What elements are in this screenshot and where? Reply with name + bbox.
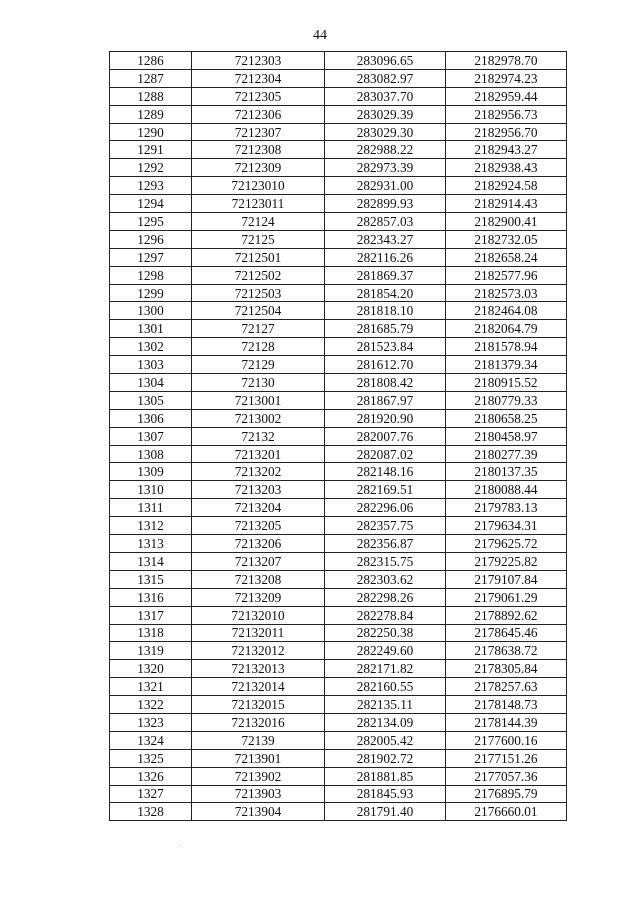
row-index-cell: 1293	[110, 177, 192, 195]
row-index-cell: 1328	[110, 803, 192, 821]
row-index-cell: 1326	[110, 767, 192, 785]
x-coordinate-cell: 281854.20	[325, 284, 446, 302]
table-row	[110, 624, 567, 642]
table-row	[110, 606, 567, 624]
y-coordinate-cell: 2182924.58	[446, 177, 567, 195]
y-coordinate-cell: 2182464.08	[446, 302, 567, 320]
point-id-cell: 7213206	[192, 535, 325, 553]
y-coordinate-cell: 2182956.73	[446, 105, 567, 123]
y-coordinate-cell: 2180915.52	[446, 374, 567, 392]
point-id-cell: 72132011	[192, 624, 325, 642]
y-coordinate-cell: 2182956.70	[446, 123, 567, 141]
row-index-cell: 1297	[110, 248, 192, 266]
row-index-cell: 1325	[110, 749, 192, 767]
point-id-cell: 7212303	[192, 52, 325, 70]
row-index-cell: 1319	[110, 642, 192, 660]
y-coordinate-cell: 2182974.23	[446, 69, 567, 87]
point-id-cell: 7213202	[192, 463, 325, 481]
point-id-cell: 72132013	[192, 660, 325, 678]
point-id-cell: 72124	[192, 213, 325, 231]
page-number: 44	[313, 28, 327, 43]
row-index-cell: 1321	[110, 678, 192, 696]
point-id-cell: 7212307	[192, 123, 325, 141]
point-id-cell: 7212501	[192, 248, 325, 266]
table-row	[110, 391, 567, 409]
x-coordinate-cell: 283037.70	[325, 87, 446, 105]
point-id-cell: 7213902	[192, 767, 325, 785]
point-id-cell: 7212309	[192, 159, 325, 177]
point-id-cell: 72123010	[192, 177, 325, 195]
y-coordinate-cell: 2180779.33	[446, 391, 567, 409]
table-row	[110, 356, 567, 374]
table-row	[110, 427, 567, 445]
y-coordinate-cell: 2176660.01	[446, 803, 567, 821]
y-coordinate-cell: 2182577.96	[446, 266, 567, 284]
x-coordinate-cell: 282249.60	[325, 642, 446, 660]
y-coordinate-cell: 2179634.31	[446, 517, 567, 535]
x-coordinate-cell: 282315.75	[325, 552, 446, 570]
y-coordinate-cell: 2178645.46	[446, 624, 567, 642]
row-index-cell: 1291	[110, 141, 192, 159]
y-coordinate-cell: 2182900.41	[446, 213, 567, 231]
row-index-cell: 1320	[110, 660, 192, 678]
table-row	[110, 499, 567, 517]
row-index-cell: 1308	[110, 445, 192, 463]
point-id-cell: 72123011	[192, 195, 325, 213]
table-row	[110, 445, 567, 463]
point-id-cell: 7212304	[192, 69, 325, 87]
x-coordinate-cell: 282303.62	[325, 570, 446, 588]
point-id-cell: 7213209	[192, 588, 325, 606]
y-coordinate-cell: 2182732.05	[446, 230, 567, 248]
point-id-cell: 72132015	[192, 696, 325, 714]
row-index-cell: 1318	[110, 624, 192, 642]
x-coordinate-cell: 281920.90	[325, 409, 446, 427]
row-index-cell: 1286	[110, 52, 192, 70]
table-row	[110, 302, 567, 320]
x-coordinate-cell: 282278.84	[325, 606, 446, 624]
row-index-cell: 1295	[110, 213, 192, 231]
x-coordinate-cell: 282356.87	[325, 535, 446, 553]
x-coordinate-cell: 282988.22	[325, 141, 446, 159]
y-coordinate-cell: 2178305.84	[446, 660, 567, 678]
y-coordinate-cell: 2182573.03	[446, 284, 567, 302]
table-row	[110, 248, 567, 266]
table-row	[110, 338, 567, 356]
x-coordinate-cell: 281869.37	[325, 266, 446, 284]
row-index-cell: 1306	[110, 409, 192, 427]
coordinates-table	[109, 51, 567, 821]
row-index-cell: 1294	[110, 195, 192, 213]
row-index-cell: 1302	[110, 338, 192, 356]
table-row	[110, 803, 567, 821]
point-id-cell: 7213205	[192, 517, 325, 535]
point-id-cell: 7213904	[192, 803, 325, 821]
x-coordinate-cell: 282171.82	[325, 660, 446, 678]
x-coordinate-cell: 282005.42	[325, 731, 446, 749]
y-coordinate-cell: 2178892.62	[446, 606, 567, 624]
y-coordinate-cell: 2178144.39	[446, 713, 567, 731]
x-coordinate-cell: 283029.39	[325, 105, 446, 123]
x-coordinate-cell: 281867.97	[325, 391, 446, 409]
x-coordinate-cell: 281902.72	[325, 749, 446, 767]
y-coordinate-cell: 2179225.82	[446, 552, 567, 570]
x-coordinate-cell: 282007.76	[325, 427, 446, 445]
y-coordinate-cell: 2180658.25	[446, 409, 567, 427]
y-coordinate-cell: 2182938.43	[446, 159, 567, 177]
row-index-cell: 1305	[110, 391, 192, 409]
y-coordinate-cell: 2181379.34	[446, 356, 567, 374]
row-index-cell: 1296	[110, 230, 192, 248]
row-index-cell: 1316	[110, 588, 192, 606]
point-id-cell: 72132	[192, 427, 325, 445]
x-coordinate-cell: 283082.97	[325, 69, 446, 87]
point-id-cell: 7213901	[192, 749, 325, 767]
x-coordinate-cell: 282087.02	[325, 445, 446, 463]
y-coordinate-cell: 2179061.29	[446, 588, 567, 606]
table-row	[110, 481, 567, 499]
row-index-cell: 1289	[110, 105, 192, 123]
y-coordinate-cell: 2182064.79	[446, 320, 567, 338]
x-coordinate-cell: 282857.03	[325, 213, 446, 231]
point-id-cell: 7213001	[192, 391, 325, 409]
table-row	[110, 731, 567, 749]
row-index-cell: 1301	[110, 320, 192, 338]
point-id-cell: 7213903	[192, 785, 325, 803]
y-coordinate-cell: 2180277.39	[446, 445, 567, 463]
x-coordinate-cell: 281818.10	[325, 302, 446, 320]
x-coordinate-cell: 282899.93	[325, 195, 446, 213]
point-id-cell: 72129	[192, 356, 325, 374]
y-coordinate-cell: 2177600.16	[446, 731, 567, 749]
point-id-cell: 7213201	[192, 445, 325, 463]
point-id-cell: 7213002	[192, 409, 325, 427]
row-index-cell: 1287	[110, 69, 192, 87]
table-row	[110, 570, 567, 588]
y-coordinate-cell: 2182959.44	[446, 87, 567, 105]
y-coordinate-cell: 2179783.13	[446, 499, 567, 517]
table-row	[110, 696, 567, 714]
x-coordinate-cell: 282169.51	[325, 481, 446, 499]
coordinates-table-body	[110, 52, 567, 821]
x-coordinate-cell: 281523.84	[325, 338, 446, 356]
table-row	[110, 767, 567, 785]
scan-speck	[180, 845, 181, 846]
table-row	[110, 123, 567, 141]
x-coordinate-cell: 282357.75	[325, 517, 446, 535]
table-row	[110, 660, 567, 678]
x-coordinate-cell: 282148.16	[325, 463, 446, 481]
point-id-cell: 72127	[192, 320, 325, 338]
x-coordinate-cell: 281612.70	[325, 356, 446, 374]
table-row	[110, 517, 567, 535]
point-id-cell: 72130	[192, 374, 325, 392]
x-coordinate-cell: 281685.79	[325, 320, 446, 338]
y-coordinate-cell: 2178257.63	[446, 678, 567, 696]
y-coordinate-cell: 2182978.70	[446, 52, 567, 70]
table-row	[110, 69, 567, 87]
row-index-cell: 1304	[110, 374, 192, 392]
table-row	[110, 320, 567, 338]
table-row	[110, 87, 567, 105]
x-coordinate-cell: 282134.09	[325, 713, 446, 731]
point-id-cell: 7213207	[192, 552, 325, 570]
y-coordinate-cell: 2178148.73	[446, 696, 567, 714]
row-index-cell: 1312	[110, 517, 192, 535]
y-coordinate-cell: 2180458.97	[446, 427, 567, 445]
point-id-cell: 72132012	[192, 642, 325, 660]
y-coordinate-cell: 2182914.43	[446, 195, 567, 213]
row-index-cell: 1303	[110, 356, 192, 374]
row-index-cell: 1327	[110, 785, 192, 803]
table-row	[110, 213, 567, 231]
point-id-cell: 72125	[192, 230, 325, 248]
row-index-cell: 1323	[110, 713, 192, 731]
row-index-cell: 1298	[110, 266, 192, 284]
y-coordinate-cell: 2179625.72	[446, 535, 567, 553]
x-coordinate-cell: 281808.42	[325, 374, 446, 392]
point-id-cell: 72132016	[192, 713, 325, 731]
point-id-cell: 72128	[192, 338, 325, 356]
x-coordinate-cell: 282343.27	[325, 230, 446, 248]
row-index-cell: 1288	[110, 87, 192, 105]
point-id-cell: 7212305	[192, 87, 325, 105]
table-row	[110, 105, 567, 123]
table-row	[110, 713, 567, 731]
row-index-cell: 1299	[110, 284, 192, 302]
table-row	[110, 159, 567, 177]
x-coordinate-cell: 282296.06	[325, 499, 446, 517]
y-coordinate-cell: 2178638.72	[446, 642, 567, 660]
row-index-cell: 1314	[110, 552, 192, 570]
table-row	[110, 141, 567, 159]
row-index-cell: 1292	[110, 159, 192, 177]
row-index-cell: 1322	[110, 696, 192, 714]
x-coordinate-cell: 282931.00	[325, 177, 446, 195]
point-id-cell: 7212504	[192, 302, 325, 320]
table-row	[110, 177, 567, 195]
x-coordinate-cell: 282116.26	[325, 248, 446, 266]
row-index-cell: 1290	[110, 123, 192, 141]
x-coordinate-cell: 282160.55	[325, 678, 446, 696]
table-row	[110, 678, 567, 696]
table-row	[110, 552, 567, 570]
row-index-cell: 1310	[110, 481, 192, 499]
point-id-cell: 7213208	[192, 570, 325, 588]
point-id-cell: 7212502	[192, 266, 325, 284]
x-coordinate-cell: 282298.26	[325, 588, 446, 606]
y-coordinate-cell: 2182943.27	[446, 141, 567, 159]
row-index-cell: 1313	[110, 535, 192, 553]
y-coordinate-cell: 2176895.79	[446, 785, 567, 803]
table-row	[110, 230, 567, 248]
y-coordinate-cell: 2180088.44	[446, 481, 567, 499]
point-id-cell: 7212503	[192, 284, 325, 302]
table-row	[110, 195, 567, 213]
point-id-cell: 7213203	[192, 481, 325, 499]
table-row	[110, 284, 567, 302]
table-row	[110, 409, 567, 427]
y-coordinate-cell: 2177057.36	[446, 767, 567, 785]
x-coordinate-cell: 282250.38	[325, 624, 446, 642]
y-coordinate-cell: 2179107.84	[446, 570, 567, 588]
table-row	[110, 374, 567, 392]
row-index-cell: 1300	[110, 302, 192, 320]
x-coordinate-cell: 282973.39	[325, 159, 446, 177]
y-coordinate-cell: 2181578.94	[446, 338, 567, 356]
table-row	[110, 749, 567, 767]
table-row	[110, 642, 567, 660]
point-id-cell: 72132010	[192, 606, 325, 624]
x-coordinate-cell: 281881.85	[325, 767, 446, 785]
table-row	[110, 463, 567, 481]
point-id-cell: 72132014	[192, 678, 325, 696]
table-row	[110, 785, 567, 803]
y-coordinate-cell: 2182658.24	[446, 248, 567, 266]
table-row	[110, 535, 567, 553]
x-coordinate-cell: 281791.40	[325, 803, 446, 821]
row-index-cell: 1307	[110, 427, 192, 445]
point-id-cell: 7212308	[192, 141, 325, 159]
row-index-cell: 1309	[110, 463, 192, 481]
x-coordinate-cell: 283029.30	[325, 123, 446, 141]
row-index-cell: 1324	[110, 731, 192, 749]
y-coordinate-cell: 2177151.26	[446, 749, 567, 767]
x-coordinate-cell: 282135.11	[325, 696, 446, 714]
point-id-cell: 72139	[192, 731, 325, 749]
point-id-cell: 7212306	[192, 105, 325, 123]
table-row	[110, 52, 567, 70]
table-row	[110, 588, 567, 606]
row-index-cell: 1315	[110, 570, 192, 588]
x-coordinate-cell: 281845.93	[325, 785, 446, 803]
row-index-cell: 1317	[110, 606, 192, 624]
table-row	[110, 266, 567, 284]
point-id-cell: 7213204	[192, 499, 325, 517]
x-coordinate-cell: 283096.65	[325, 52, 446, 70]
y-coordinate-cell: 2180137.35	[446, 463, 567, 481]
row-index-cell: 1311	[110, 499, 192, 517]
